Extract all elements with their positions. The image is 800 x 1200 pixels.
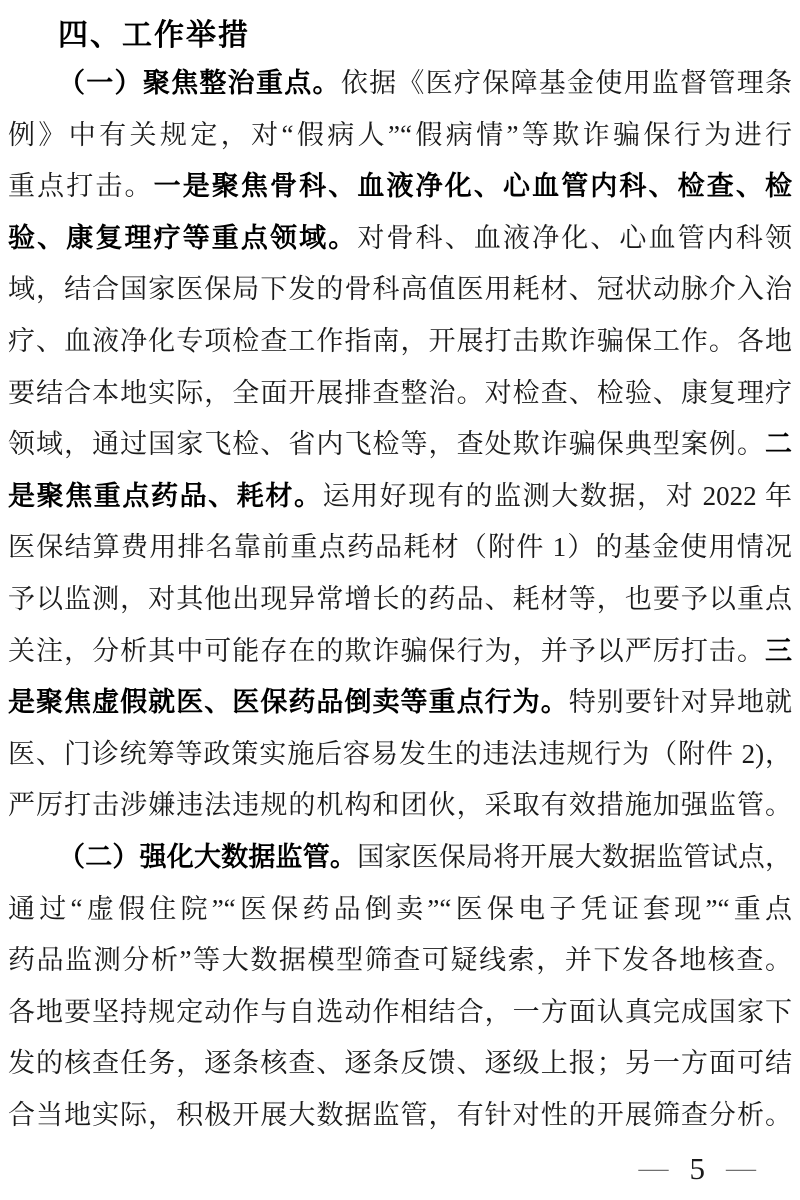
text-segment: 国家医保局将开展大数据监管试点， bbox=[357, 841, 793, 872]
text-line bbox=[8, 471, 792, 523]
bold-text-segment: （一）聚焦整治重点。 bbox=[58, 68, 341, 98]
bold-text-segment: （二）强化大数据监管。 bbox=[58, 841, 358, 872]
text-segment: 医保结算费用排名靠前重点药品耗材（附件 1）的基金使用情况 bbox=[8, 532, 792, 563]
text-line bbox=[8, 419, 792, 471]
text-segment: 依据《医疗保障基金使用监督管理条 bbox=[340, 68, 793, 98]
bold-text-segment: 三 bbox=[765, 635, 792, 666]
bold-text-segment: 是聚焦重点药品、耗材。 bbox=[8, 480, 323, 511]
text-segment: 各地要坚持规定动作与自选动作相结合，一方面认真完成国家下 bbox=[8, 996, 792, 1027]
text-segment: 要结合本地实际，全面开展排查整治。对检查、检验、康复理疗 bbox=[8, 377, 792, 408]
text-line bbox=[8, 884, 792, 936]
text-segment: 医、门诊统筹等政策实施后容易发生的违法违规行为（附件 2)， bbox=[8, 738, 792, 769]
text-line bbox=[8, 780, 792, 832]
text-line bbox=[8, 264, 792, 316]
text-line bbox=[8, 522, 792, 574]
bold-text-segment: 一是聚焦骨科、血液净化、心血管内科、检查、检 bbox=[153, 171, 793, 202]
text-segment: 发的核查任务，逐条核查、逐条反馈、逐级上报；另一方面可结 bbox=[8, 1048, 792, 1079]
text-line bbox=[8, 213, 792, 265]
text-segment: 通过“虚假住院”“医保药品倒卖”“医保电子凭证套现”“重点 bbox=[8, 893, 792, 924]
bold-text-segment: 是聚焦虚假就医、医保药品倒卖等重点行为。 bbox=[8, 687, 569, 718]
text-line bbox=[8, 58, 792, 110]
text-line bbox=[8, 1038, 792, 1090]
document-body bbox=[8, 14, 792, 1141]
text-segment: 合当地实际，积极开展大数据监管，有针对性的开展筛查分析。 bbox=[8, 1099, 792, 1130]
text-line bbox=[8, 110, 792, 162]
text-segment: 域，结合国家医保局下发的骨科高值医用耗材、冠状动脉介入治 bbox=[8, 274, 792, 305]
text-segment: 严厉打击涉嫌违法违规的机构和团伙，采取有效措施加强监管。 bbox=[8, 790, 792, 821]
page-number: 5 bbox=[689, 1151, 705, 1186]
text-line bbox=[8, 729, 792, 781]
text-segment: 对骨科、血液净化、心血管内科领 bbox=[357, 222, 793, 253]
text-line bbox=[8, 935, 792, 987]
text-line bbox=[8, 832, 792, 884]
bold-text-segment: 二 bbox=[765, 429, 792, 460]
text-line bbox=[8, 316, 792, 368]
text-line bbox=[8, 161, 792, 213]
page-footer bbox=[639, 1150, 757, 1188]
text-segment: 疗、血液净化专项检查工作指南，开展打击欺诈骗保工作。各地 bbox=[8, 325, 792, 356]
text-segment: 重点打击。 bbox=[8, 171, 154, 202]
text-segment: 予以监测，对其他出现异常增长的药品、耗材等，也要予以重点 bbox=[8, 583, 792, 614]
text-segment: 特别要针对异地就 bbox=[568, 687, 793, 718]
section-heading: 四、工作举措 bbox=[58, 19, 250, 52]
text-line bbox=[8, 574, 792, 626]
bold-text-segment: 验、康复理疗等重点领域。 bbox=[8, 222, 358, 253]
paragraph-lines bbox=[8, 58, 792, 1141]
footer-left-dash: — bbox=[638, 1155, 669, 1182]
text-line bbox=[8, 1090, 792, 1142]
text-line bbox=[8, 677, 792, 729]
text-segment: 领域，通过国家飞检、省内飞检等，查处欺诈骗保典型案例。 bbox=[8, 429, 765, 460]
text-segment: 例》中有关规定，对“假病人”“假病情”等欺诈骗保行为进行 bbox=[8, 119, 792, 150]
text-line bbox=[8, 626, 792, 678]
footer-right-dash: — bbox=[726, 1155, 756, 1182]
text-segment: 运用好现有的监测大数据，对 2022 年 bbox=[322, 480, 793, 511]
text-line bbox=[8, 987, 792, 1039]
text-segment: 关注，分析其中可能存在的欺诈骗保行为，并予以严厉打击。 bbox=[8, 635, 765, 666]
text-segment: 药品监测分析”等大数据模型筛查可疑线索，并下发各地核查。 bbox=[8, 945, 792, 976]
text-line bbox=[8, 368, 792, 420]
